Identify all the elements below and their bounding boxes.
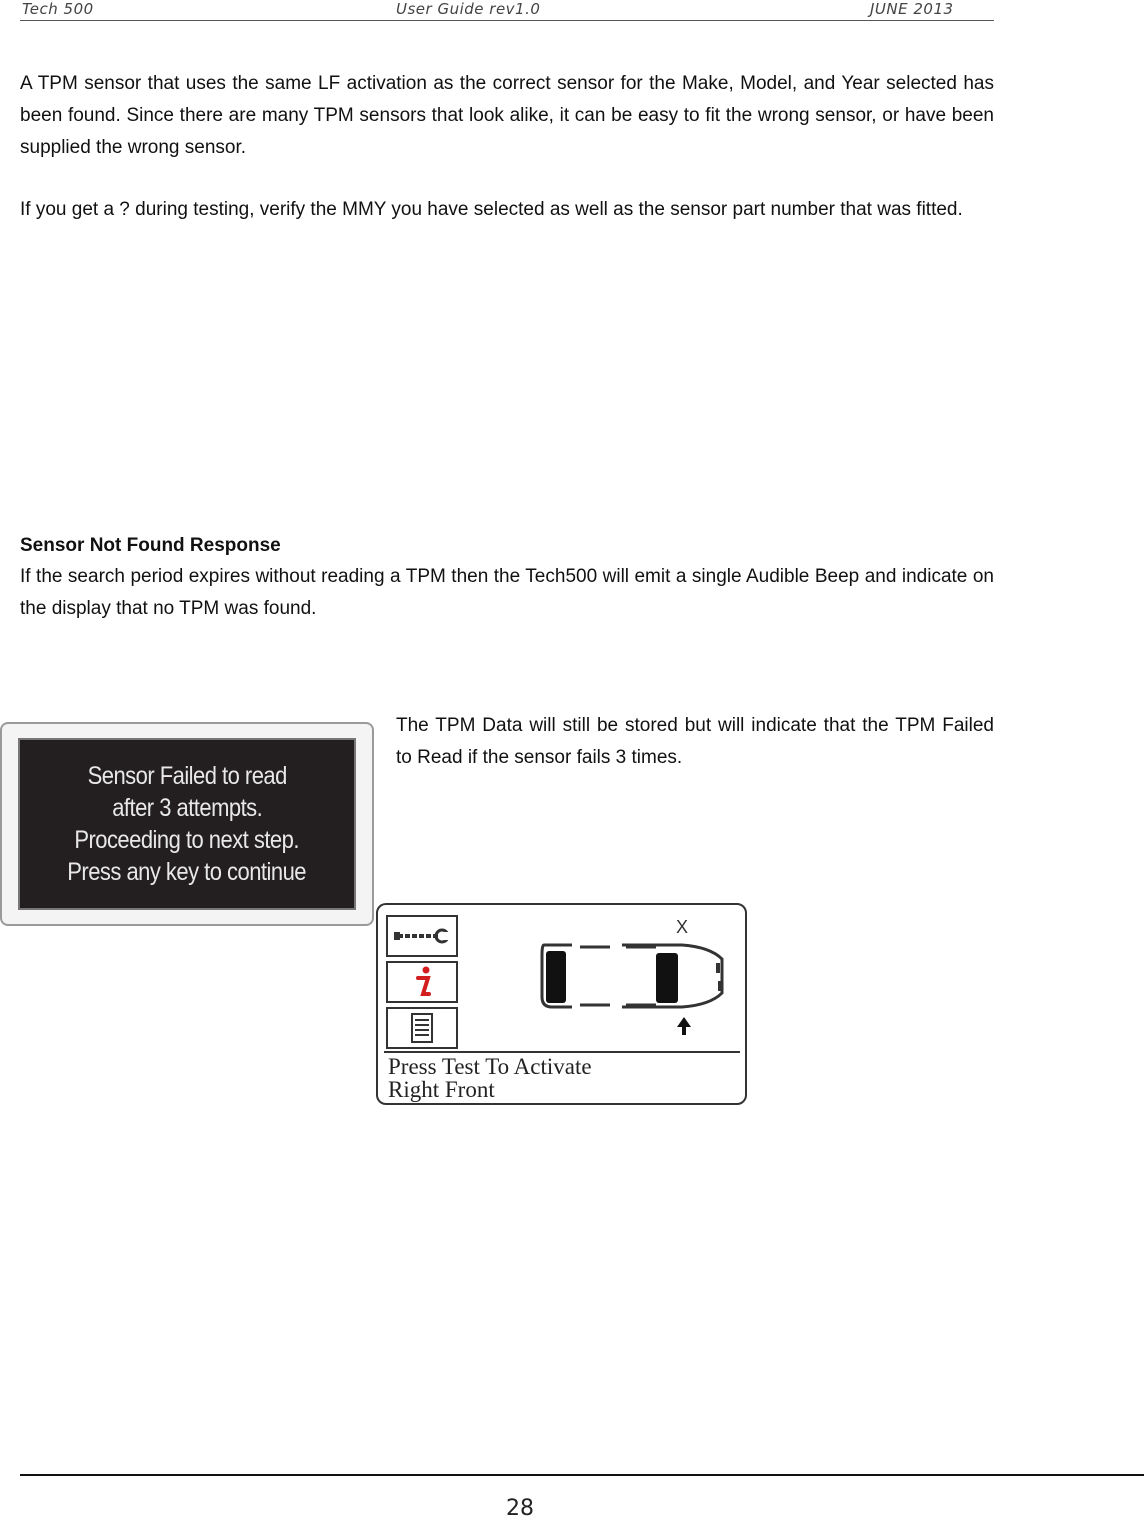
lcd-divider	[384, 1051, 740, 1053]
wrench-icon	[386, 915, 458, 957]
header-doc-title: Tech 500	[22, 0, 94, 18]
lcd-instruction-line-2: Right Front	[388, 1077, 495, 1102]
paragraph-data-stored: The TPM Data will still be stored but will indicate that the TPM Failed to Read if the sensor fails 3 times.	[396, 715, 994, 768]
paragraph-not-found: If the search period expires without reading a TPM then the Tech500 will emit a single Audible Beep and indicate on the display that no TPM was found.	[20, 566, 994, 619]
document-icon	[386, 1007, 458, 1049]
header-date: JUNE 2013	[870, 0, 954, 18]
footer-rule	[20, 1474, 1144, 1476]
failed-read-line-2: after 3 attempts.	[111, 794, 262, 822]
failed-read-screen	[18, 738, 356, 910]
page-number: 28	[506, 1496, 534, 1521]
section-title: Sensor Not Found Response	[20, 535, 281, 556]
paragraph-wrong-sensor: A TPM sensor that uses the same LF activation as the correct sensor for the Make, Model, and Year selected has been found. Since there are many TPM sensors that look alike, it can be easy to fit the wrong sensor, or have been supplied the wrong sensor.	[20, 73, 994, 158]
failed-read-line-3: Proceeding to next step.	[74, 826, 300, 854]
header-guide-revision: User Guide rev1.0	[396, 0, 541, 18]
lcd-instruction-line-1: Press Test To Activate	[388, 1054, 592, 1079]
car-diagram-icon	[532, 915, 732, 1045]
failed-read-line-1: Sensor Failed to read	[87, 762, 287, 790]
failed-read-line-4: Press any key to continue	[67, 858, 307, 886]
failed-sensor-marker: X	[675, 917, 689, 937]
info-icon	[386, 961, 458, 1003]
paragraph-verify-mmy: If you get a ? during testing, verify the MMY you have selected as well as the sensor part number that was fitted.	[20, 199, 963, 220]
tpms-lcd-display-image	[376, 903, 747, 1105]
header-rule	[20, 20, 994, 21]
failed-read-display-image	[0, 722, 374, 926]
